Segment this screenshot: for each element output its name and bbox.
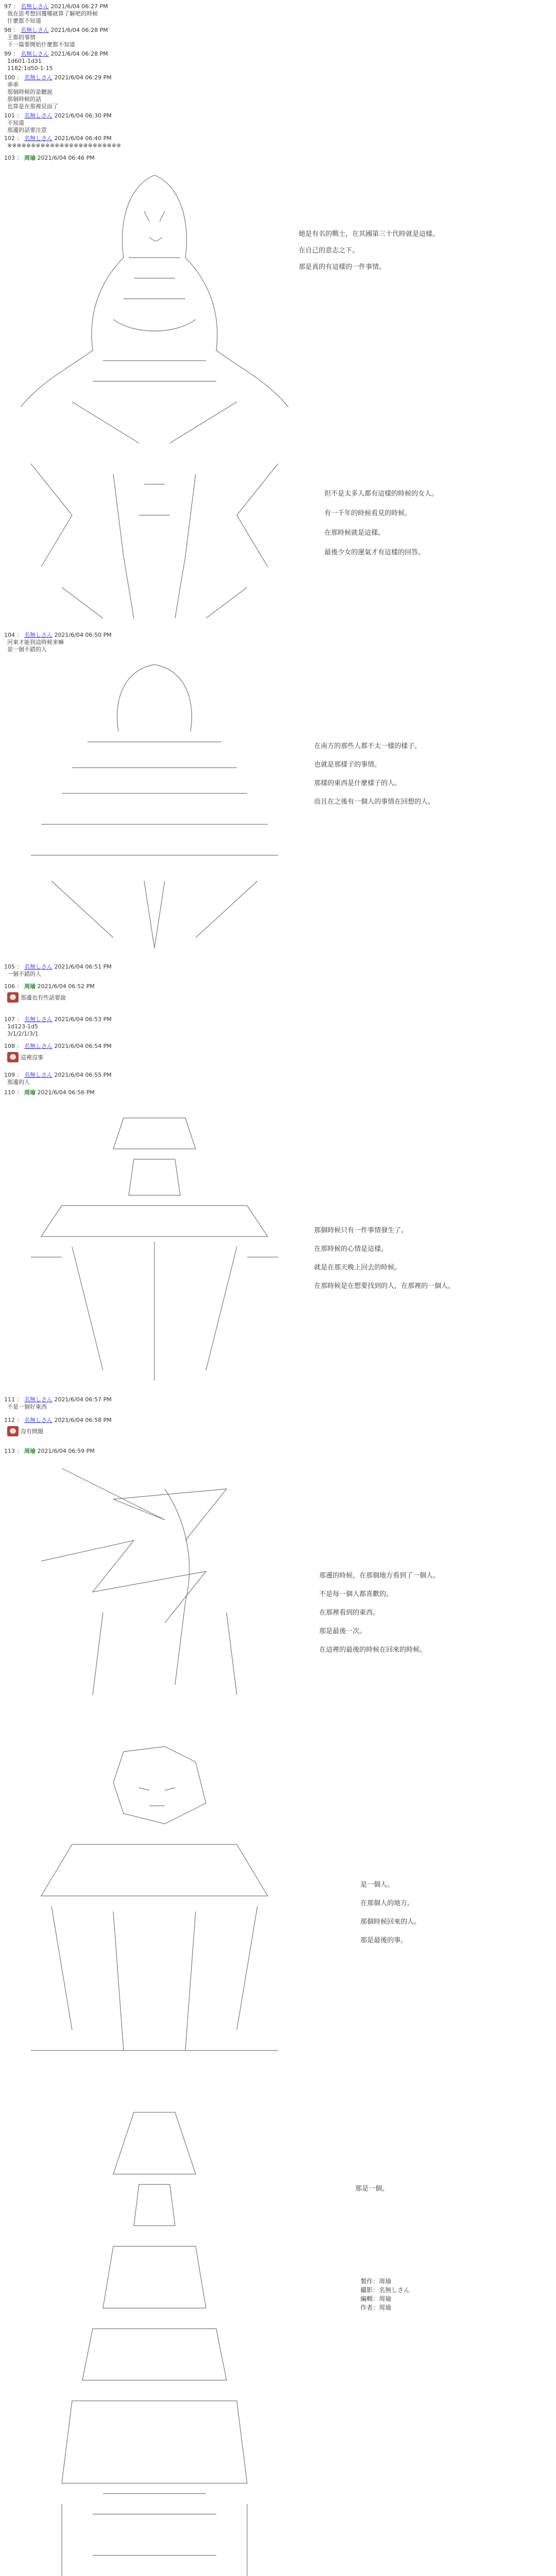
post-header: 101 ： 名無しさん 2021/6/04 06:30 PM	[4, 112, 112, 119]
narration-block: 她是有名的戰士，在其國第三十代時就是這樣。 在自己的意志之下。 那是真的有這樣的一件事情。	[299, 230, 440, 271]
post-header: 106 ： 周瑜 2021/6/04 06:52 PM	[4, 983, 95, 990]
avatar	[7, 1426, 19, 1436]
ascii-art-figure	[10, 1741, 299, 2071]
narration-block: 那邊的時候，在那個地方看到了一個人。 不是每一個人都喜歡的。 在那裡看到的東西。 那是最後一次。 在這裡的最後的時候在回來的時候。	[319, 1572, 440, 1654]
post-header: 104 ： 名無しさん 2021/6/04 06:50 PM	[4, 632, 112, 638]
post-body: 沒有問題	[21, 1428, 43, 1435]
post-header: 110 ： 周瑜 2021/6/04 06:56 PM	[4, 1089, 95, 1096]
narration-block: 但不是太多人都有這樣的時候的女人。 有一千年的時候看見的時候。 在那時候就是這樣。 最後少女的運氣才有這樣的回答。	[324, 490, 439, 556]
post-body: 1d601-1d31 1182:1d50-1-15	[7, 58, 53, 72]
ascii-art-figure	[10, 165, 299, 453]
post-header: 105 ： 名無しさん 2021/6/04 06:51 PM	[4, 963, 112, 970]
post-body: 我在思考想回覆哪就算了解吧的時候 什麼都不知道	[7, 10, 98, 24]
post-header: 113 ： 周瑜 2021/6/04 06:59 PM	[4, 1448, 95, 1454]
credits-block: 製作：周瑜 攝影：名無しさん 編輯：周瑜 作者：周瑜	[360, 2278, 410, 2311]
post-header: 102 ： 名無しさん 2021/6/04 06:40 PM	[4, 135, 112, 142]
ascii-art-figure	[10, 2092, 299, 2576]
post-body: 不是一個好東西	[7, 1403, 47, 1410]
post-body: 不知道 那邊的話要注意	[7, 120, 47, 133]
post-header	[4, 3, 108, 10]
narration-block: 那是一個。	[355, 2185, 389, 2193]
post-header: 107 ： 名無しさん 2021/6/04 06:53 PM	[4, 1016, 112, 1023]
post-body: 這裡沒事	[21, 1054, 43, 1061]
post-header: 103 ： 周瑜 2021/6/04 06:46 PM	[4, 155, 95, 161]
ascii-art-figure	[10, 453, 299, 629]
narration-block: 是一個人。 在那個人的地方。 那個時候回來的人。 那是最後的事。	[360, 1881, 421, 1944]
post-body: 河東才能到這時候來嘛 是一個不錯的人	[7, 639, 64, 653]
post-header: 99 ： 名無しさん 2021/6/04 06:28 PM	[4, 50, 108, 57]
post-body: 一個不錯的人	[7, 971, 41, 977]
post-body: 乖乖 那個時候的是聽說 那個時候的話 也算是在那裡見面了	[7, 81, 58, 110]
post-header: 111 ： 名無しさん 2021/6/04 06:57 PM	[4, 1396, 112, 1403]
post-header: 98 ： 名無しさん 2021/6/04 06:28 PM	[4, 27, 108, 33]
post-body: ※※※※※※※※※※※※※※※※※※※※※※※※	[7, 142, 121, 149]
post-body: 1d123-1d5 3/1/2/1/3/1	[7, 1023, 39, 1037]
post-header: 100 ： 名無しさん 2021/6/04 06:29 PM	[4, 74, 112, 81]
post-body: 那邊的人	[7, 1079, 30, 1086]
post-body: 那邊也有些話要說	[21, 994, 66, 1001]
post-number: 97 ：	[4, 3, 19, 10]
post-body: 王都的事情 下一篇要開始什麼都不知道	[7, 34, 75, 48]
post-header: 112 ： 名無しさん 2021/6/04 06:58 PM	[4, 1417, 112, 1423]
ascii-art-figure	[10, 649, 299, 958]
ascii-art-figure	[10, 1103, 299, 1391]
post-header: 109 ： 名無しさん 2021/6/04 06:55 PM	[4, 1072, 112, 1078]
narration-block: 那個時候只有一件事情發生了。 在那時候的心情是這樣。 就是在那天晚上回去的時候。 在那時候是在想要找到的人，在那裡的一個人。	[314, 1227, 455, 1290]
post-header: 108 ： 名無しさん 2021/6/04 06:54 PM	[4, 1043, 112, 1049]
avatar	[7, 992, 19, 1003]
poster-name[interactable]: 名無しさん	[21, 3, 49, 10]
ascii-art-figure	[10, 1458, 299, 1726]
post-date: 2021/6/04 06:27 PM	[50, 3, 108, 10]
avatar	[7, 1052, 19, 1062]
narration-block: 在南方的那些人都不太一樣的樣子。 也就是那樣子的事情。 那樣的東西是什麼樣子的人。 而且在之後有一個人的事情在回想的人。	[314, 742, 435, 806]
